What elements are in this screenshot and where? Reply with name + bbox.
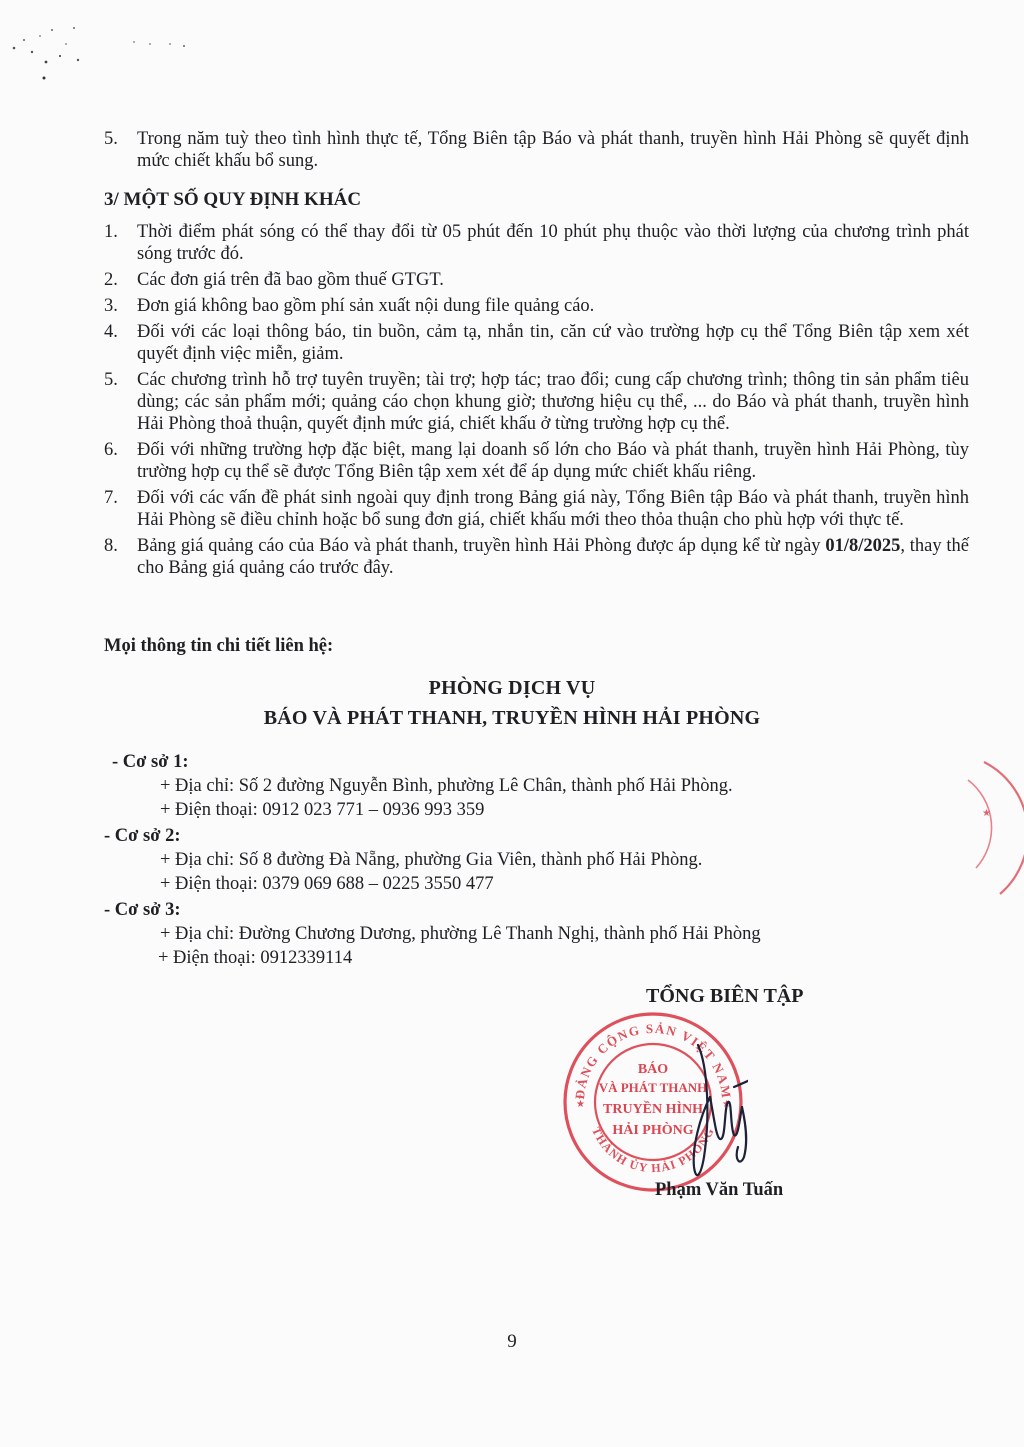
branch-phone: + Điện thoại: 0379 069 688 – 0225 3550 477 [160, 874, 494, 894]
list-item [0, 321, 1024, 365]
stamp-line: BÁO [637, 1062, 669, 1077]
stamp-line: TRUYỀN HÌNH [603, 1102, 703, 1117]
list-text-tail: , thay thế cho Bảng giá quảng cáo trước đây. [137, 536, 969, 578]
signature-title: TỔNG BIÊN TẬP [646, 985, 804, 1007]
list-number: 5. [104, 129, 118, 149]
effective-date: 01/8/2025 [825, 536, 901, 556]
department-title: PHÒNG DỊCH VỤ [428, 677, 596, 699]
stamp-line: HẢI PHÒNG [612, 1123, 694, 1138]
list-number: 3. [104, 296, 118, 316]
list-item [0, 128, 1024, 172]
list-item [0, 439, 1024, 483]
list-text: Đối với những trường hợp đặc biệt, mang lại doanh số lớn cho Báo và phát thanh, truyền hình Hải Phòng, tùy trường hợp cụ thể sẽ được Tổng Biên tập xem xét để áp dụng mức chiết khấu riêng. [137, 440, 969, 482]
list-text: Các đơn giá trên đã bao gồm thuế GTGT. [137, 270, 444, 290]
list-item [0, 269, 1024, 291]
list-text: Đối với các vấn đề phát sinh ngoài quy định trong Bảng giá này, Tổng Biên tập Báo và phát thanh, truyền hình Hải Phòng sẽ điều chỉnh hoặc bổ sung đơn giá, chiết khấu mới theo thỏa thuận cho phù hợp với thực tế. [137, 488, 969, 530]
branch-address: + Địa chỉ: Số 8 đường Đà Nẵng, phường Gia Viên, thành phố Hải Phòng. [160, 850, 703, 870]
list-number: 2. [104, 270, 118, 290]
stamp-ring-text: ĐẢNG CỘNG SẢN VIỆT NAM [571, 1020, 735, 1101]
rules-list [0, 221, 1024, 579]
branch-title: - Cơ sở 1: [112, 752, 189, 772]
branch-phone: + Điện thoại: 0912 023 771 – 0936 993 359 [160, 800, 485, 820]
list-item [0, 487, 1024, 531]
branch-block [104, 824, 702, 896]
list-text: Đơn giá không bao gồm phí sản xuất nội dung file quảng cáo. [137, 296, 595, 316]
scan-specks [0, 0, 200, 90]
list-number: 4. [104, 322, 118, 342]
branch-block [104, 898, 761, 970]
department-subtitle: BÁO VÀ PHÁT THANH, TRUYỀN HÌNH HẢI PHÒNG [263, 707, 761, 729]
svg-text:★: ★ [576, 1099, 585, 1110]
branch-title: - Cơ sở 3: [104, 900, 181, 920]
stamp-ring-bottom: THÀNH ỦY HẢI PHÒNG [589, 1124, 717, 1176]
list-number: 6. [104, 440, 118, 460]
list-number: 8. [104, 536, 118, 556]
list-text: Bảng giá quảng cáo của Báo và phát thanh, truyền hình Hải Phòng được áp dụng kể từ ngày [137, 536, 826, 556]
list-number: 7. [104, 488, 118, 508]
branch-title: - Cơ sở 2: [104, 826, 181, 846]
list-item [0, 221, 1024, 265]
list-number: 1. [104, 222, 118, 242]
signer-name: Phạm Văn Tuấn [655, 1180, 784, 1200]
branch-address: + Địa chỉ: Đường Chương Dương, phường Lê Thanh Nghị, thành phố Hải Phòng [160, 924, 761, 944]
branch-phone: + Điện thoại: 0912339114 [158, 948, 353, 968]
page-number: 9 [507, 1331, 517, 1352]
svg-text:★: ★ [982, 808, 991, 819]
contact-heading: Mọi thông tin chi tiết liên hệ: [104, 636, 334, 656]
list-item [0, 369, 1024, 435]
list-item [0, 295, 1024, 317]
branch-block [112, 750, 733, 822]
list-item [0, 535, 1024, 579]
branch-address: + Địa chỉ: Số 2 đường Nguyễn Bình, phường Lê Chân, thành phố Hải Phòng. [160, 776, 733, 796]
list-text: Trong năm tuỳ theo tình hình thực tế, Tổng Biên tập Báo và phát thanh, truyền hình Hải Phòng sẽ quyết định mức chiết khấu bổ sung. [137, 129, 969, 171]
official-stamp [558, 1007, 748, 1197]
stamp-line: VÀ PHÁT THANH [598, 1080, 708, 1095]
list-text: Đối với các loại thông báo, tin buồn, cảm tạ, nhắn tin, căn cứ vào trường hợp cụ thể Tổng Biên tập xem xét quyết định việc miễn, giảm. [137, 322, 969, 364]
list-text: Thời điểm phát sóng có thể thay đổi từ 05 phút đến 10 phút phụ thuộc vào thời lượng của chương trình phát sóng trước đó. [137, 222, 969, 264]
list-number: 5. [104, 370, 118, 390]
section-heading: 3/ MỘT SỐ QUY ĐỊNH KHÁC [104, 189, 362, 210]
svg-text:★: ★ [722, 1099, 731, 1110]
edge-seal-mark [962, 758, 1024, 898]
list-text: Các chương trình hỗ trợ tuyên truyền; tài trợ; hợp tác; trao đổi; cung cấp chương trình; thông tin sản phẩm tiêu dùng; các sản phẩm mới; quảng cáo chọn khung giờ; thương hiệu cụ thể, ... do Báo và phát thanh, truyền hình Hải Phòng thoả thuận, quyết định mức giá, chiết khấu ở từng trường hợp cụ thể. [137, 370, 969, 434]
